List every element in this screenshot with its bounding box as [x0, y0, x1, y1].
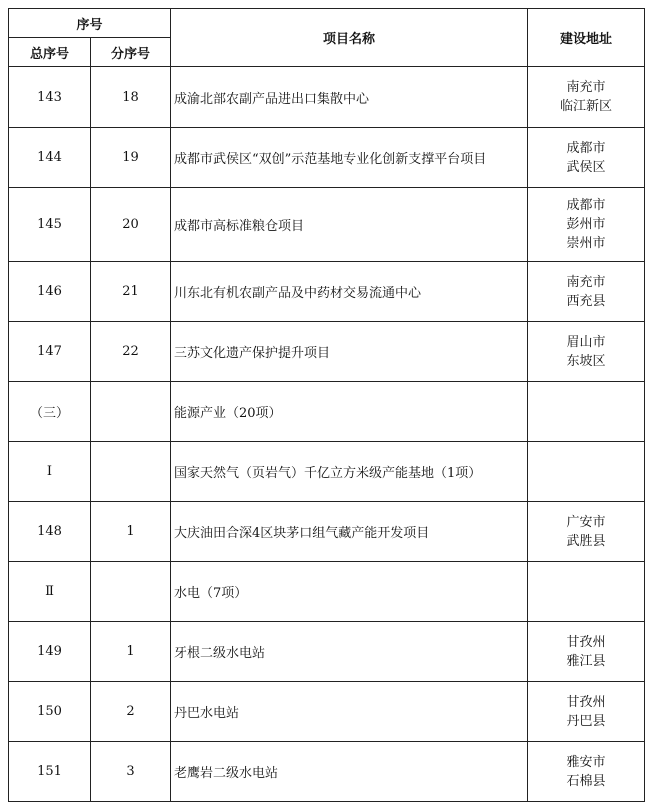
- total-seq-cell: Ⅰ: [9, 442, 91, 502]
- table-row: [9, 502, 645, 562]
- location-header: 建设地址: [528, 9, 645, 67]
- table-row: [9, 67, 645, 128]
- total-seq-cell: 145: [9, 188, 91, 262]
- project-name-cell: 成都市武侯区“双创”示范基地专业化创新支撑平台项目: [171, 128, 528, 188]
- sub-seq-cell: 19: [91, 128, 171, 188]
- sub-seq-cell: [91, 382, 171, 442]
- location-line: 东坡区: [566, 353, 606, 369]
- table-row: [9, 442, 645, 502]
- sub-seq-cell: 21: [91, 262, 171, 322]
- location-cell: [528, 67, 645, 128]
- location-line: 石棉县: [566, 773, 606, 789]
- total-seq-cell: 146: [9, 262, 91, 322]
- location-line: 甘孜州: [566, 694, 606, 710]
- location-line: 眉山市: [566, 334, 606, 350]
- location-line: 武侯区: [566, 159, 606, 175]
- location-line: 甘孜州: [566, 634, 606, 650]
- sub-seq-cell: 1: [91, 502, 171, 562]
- total-seq-cell: （三）: [9, 382, 91, 442]
- location-cell: [528, 128, 645, 188]
- location-cell: [528, 682, 645, 742]
- project-name-cell: 川东北有机农副产品及中药材交易流通中心: [171, 262, 528, 322]
- location-line: 彭州市: [566, 217, 606, 232]
- total-seq-cell: 144: [9, 128, 91, 188]
- location-cell: [528, 502, 645, 562]
- location-cell: [528, 562, 645, 622]
- sub-seq-cell: 1: [91, 622, 171, 682]
- project-name-cell: 牙根二级水电站: [171, 622, 528, 682]
- sub-seq-header: 分序号: [91, 38, 171, 67]
- total-seq-cell: 150: [9, 682, 91, 742]
- total-seq-cell: 151: [9, 742, 91, 802]
- table-row: [9, 128, 645, 188]
- project-table: [8, 8, 645, 802]
- project-name-cell: 三苏文化遗产保护提升项目: [171, 322, 528, 382]
- sub-seq-cell: [91, 442, 171, 502]
- location-cell: [528, 262, 645, 322]
- table-row: [9, 622, 645, 682]
- table-row: [9, 562, 645, 622]
- project-name-cell: 水电（7项）: [171, 562, 528, 622]
- sub-seq-cell: [91, 562, 171, 622]
- sub-seq-cell: 20: [91, 188, 171, 262]
- location-line: 丹巴县: [566, 713, 606, 729]
- project-name-cell: 成渝北部农副产品进出口集散中心: [171, 67, 528, 128]
- location-line: 雅江县: [566, 653, 606, 669]
- location-cell: [528, 322, 645, 382]
- sub-seq-cell: 3: [91, 742, 171, 802]
- seq-header: 序号: [9, 9, 171, 38]
- location-cell: [528, 442, 645, 502]
- table-row: [9, 262, 645, 322]
- total-seq-cell: Ⅱ: [9, 562, 91, 622]
- location-line: 南充市: [566, 274, 606, 290]
- location-cell: [528, 188, 645, 262]
- project-name-header: 项目名称: [171, 9, 528, 67]
- project-name-cell: 国家天然气（页岩气）千亿立方米级产能基地（1项）: [171, 442, 528, 502]
- sub-seq-cell: 22: [91, 322, 171, 382]
- sub-seq-cell: 18: [91, 67, 171, 128]
- location-cell: [528, 622, 645, 682]
- project-name-cell: 丹巴水电站: [171, 682, 528, 742]
- project-name-cell: 老鹰岩二级水电站: [171, 742, 528, 802]
- table-row: [9, 742, 645, 802]
- location-cell: [528, 382, 645, 442]
- location-line: 临江新区: [560, 99, 613, 114]
- sub-seq-cell: 2: [91, 682, 171, 742]
- total-seq-header: 总序号: [9, 38, 91, 67]
- total-seq-cell: 149: [9, 622, 91, 682]
- project-name-cell: 成都市高标准粮仓项目: [171, 188, 528, 262]
- project-name-cell: 大庆油田合深4区块茅口组气藏产能开发项目: [171, 502, 528, 562]
- table-row: [9, 382, 645, 442]
- table-row: [9, 322, 645, 382]
- location-line: 成都市: [566, 198, 606, 213]
- location-cell: [528, 742, 645, 802]
- total-seq-cell: 147: [9, 322, 91, 382]
- table-row: [9, 188, 645, 262]
- total-seq-cell: 143: [9, 67, 91, 128]
- location-line: 崇州市: [566, 236, 606, 251]
- location-line: 南充市: [566, 80, 606, 95]
- project-name-cell: 能源产业（20项）: [171, 382, 528, 442]
- location-line: 广安市: [566, 514, 606, 530]
- location-line: 西充县: [566, 293, 606, 309]
- location-line: 雅安市: [566, 754, 606, 770]
- location-line: 成都市: [566, 140, 606, 156]
- total-seq-cell: 148: [9, 502, 91, 562]
- table-row: [9, 682, 645, 742]
- location-line: 武胜县: [566, 533, 606, 549]
